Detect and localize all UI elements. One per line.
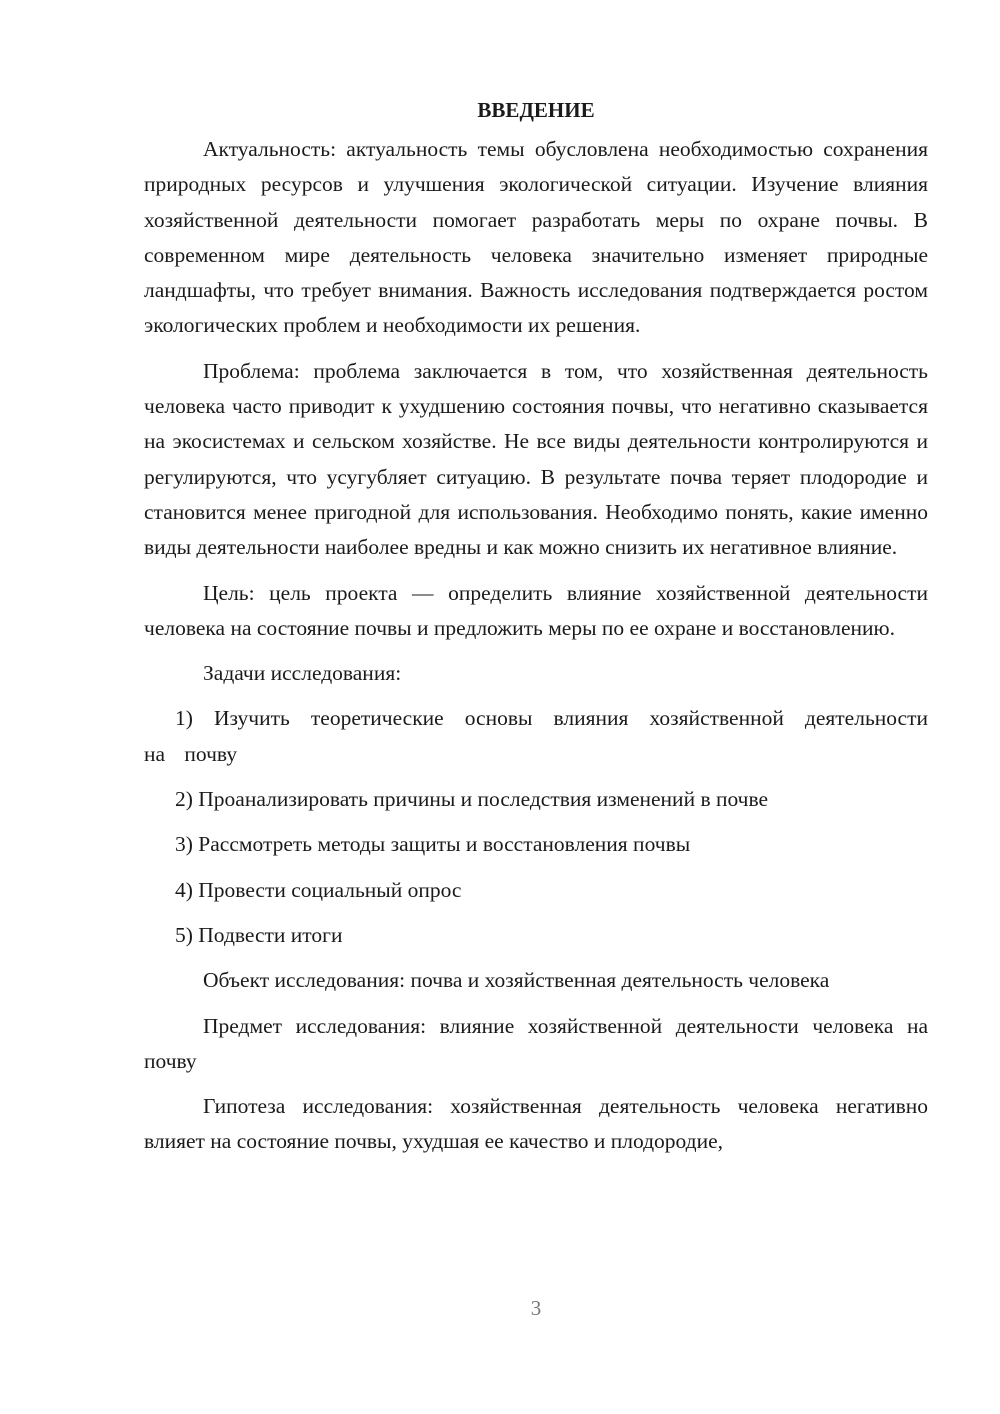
page-number: 3 <box>530 1296 542 1320</box>
document-page <box>144 92 928 1170</box>
paragraph-hypothesis: Гипотеза исследования: хозяйственная деятельность человека негативно влияет на состояние почвы, ухудшая ее качество и плодородие, <box>144 1094 928 1154</box>
task-item: 5) Подвести итоги <box>175 922 343 947</box>
paragraph-goal: Цель: цель проекта — определить влияние хозяйственной деятельности человека на состояние почвы и предложить меры по ее охране и восстановлению. <box>144 580 928 640</box>
paragraph-subject: Предмет исследования: влияние хозяйственной деятельности человека на почву <box>144 1013 928 1073</box>
section-title: ВВЕДЕНИЕ <box>477 98 595 122</box>
task-item: 2) Проанализировать причины и последствия изменений в почве <box>175 787 769 812</box>
task-item: 4) Провести социальный опрос <box>175 877 462 902</box>
paragraph-relevance: Актуальность: актуальность темы обусловлена необходимостью сохранения природных ресурсов и улучшения экологической ситуации. Изучение влияния хозяйственной деятельности помогает разработать меры по охране почвы. В современном мире деятельность человека значительно изменяет природные ландшафты, что требует внимания. Важность исследования подтверждается ростом экологических проблем и необходимости их решения. <box>144 137 928 338</box>
tasks-heading: Задачи исследования: <box>203 661 402 686</box>
paragraph-object: Объект исследования: почва и хозяйственная деятельность человека <box>203 968 830 993</box>
task-item: 3) Рассмотреть методы защиты и восстановления почвы <box>175 832 691 857</box>
task-item: 1) Изучить теоретические основы влияния хозяйственной деятельности на почву <box>144 706 928 766</box>
paragraph-problem: Проблема: проблема заключается в том, что хозяйственная деятельность человека часто приводит к ухудшению состояния почвы, что негативно сказывается на экосистемах и сельском хозяйстве. Не все виды деятельности контролируются и регулируются, что усугубляет ситуацию. В результате почва теряет плодородие и становится менее пригодной для использования. Необходимо понять, какие именно виды деятельности наиболее вредны и как можно снизить их негативное влияние. <box>144 358 928 560</box>
